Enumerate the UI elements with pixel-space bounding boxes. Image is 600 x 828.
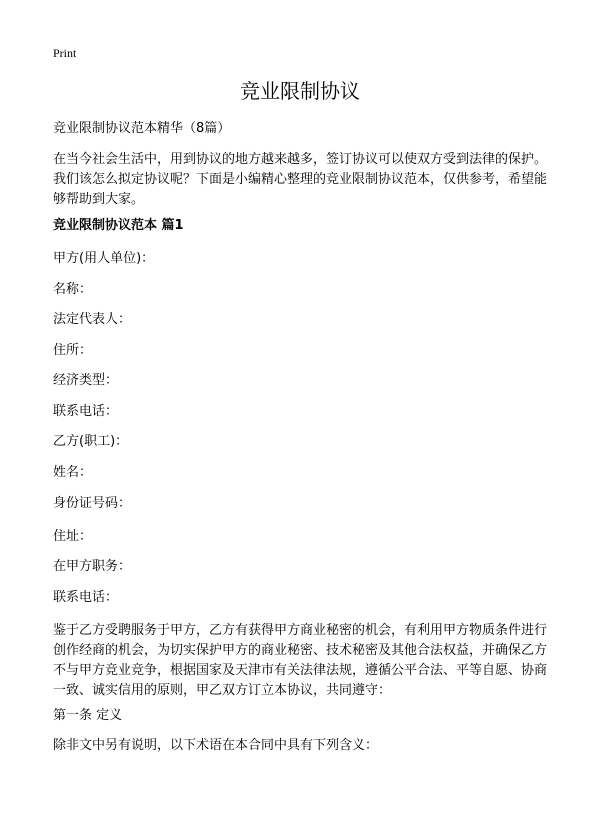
article-heading: 第一条 定义: [53, 708, 123, 723]
article-text: 除非文中另有说明，以下术语在本合同中具有下列含义：: [53, 738, 379, 753]
print-link[interactable]: Print: [53, 46, 77, 60]
field-economic-type: 经济类型：: [53, 373, 119, 388]
clause-paragraph: 鉴于乙方受聘服务于甲方，乙方有获得甲方商业秘密的机会，有利用甲方物质条件进行创作经商的机会，为切实保护甲方的商业秘密、技术秘密及其他合法权益，并确保乙方不与甲方竞业竞争，根据国家及天津市有关法律法规，遵循公平合法、平等自愿、协商一致、诚实信用的原则，甲乙双方订立本协议，共同遵守：: [53, 623, 548, 698]
section-heading: 竞业限制协议范本 篇1: [53, 218, 184, 233]
field-party-b: 乙方(职工)：: [53, 434, 129, 449]
field-person-name: 姓名：: [53, 465, 93, 480]
document-title: 竞业限制协议: [240, 79, 360, 103]
document-subtitle: 竞业限制协议范本精华（8篇）: [53, 121, 231, 136]
field-legal-representative: 法定代表人：: [53, 312, 132, 327]
field-phone-a: 联系电话：: [53, 404, 119, 419]
field-party-a: 甲方(用人单位)：: [53, 251, 155, 266]
field-residence: 住所：: [53, 343, 93, 358]
field-id-number: 身份证号码：: [53, 496, 132, 511]
intro-paragraph: 在当今社会生活中，用到协议的地方越来越多，签订协议可以使双方受到法律的保护。我们该怎么拟定协议呢？下面是小编精心整理的竞业限制协议范本，仅供参考，希望能够帮助到大家。: [53, 152, 548, 207]
field-name: 名称：: [53, 282, 93, 297]
field-phone-b: 联系电话：: [53, 590, 119, 605]
field-address: 住址：: [53, 529, 93, 544]
field-position: 在甲方职务：: [53, 559, 132, 574]
